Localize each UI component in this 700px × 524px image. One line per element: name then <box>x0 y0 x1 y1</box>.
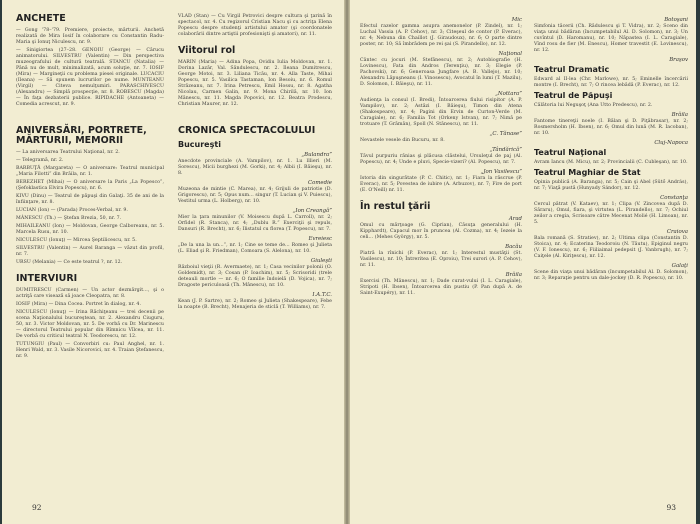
venue-label: I.A.T.C. <box>312 292 332 299</box>
spacer <box>178 110 332 126</box>
spacer <box>16 110 164 126</box>
index-entry: „De la una la un...”, nr. 1; Cine se teme de... Romeo şi Julieta (L. Eliad şi R. Friedman), Comoara (S. Alelona), nr. 10. <box>178 243 332 255</box>
index-entry: Omul cu mărţoage (G. Ciprian), Căsuţa generalului (H. Kipphardt), Capacul mor în pruncea (Al. Cozma), nr. 4; Iezeie la celi... (Mehes György), nr. 5. <box>360 223 522 241</box>
index-entry: Tăvul purpuriu rănias şi plăcusa clăstelui, Ursuleţul de paj (Al. Popescu), nr. 4; Unde e pluvi, Specie-vizeri? (Al. Popescu), nr. 7. <box>360 154 522 166</box>
venue-label: Mic <box>511 17 522 23</box>
venue-label: „Nottara” <box>495 91 522 98</box>
index-entry: Anecdote provinciale (A. Vampilov), nr. 1. Lu lllieri (M. Sorescu), Micii burghezi (M. Gorki), nr. 4; Albii (I. Băieşu), nr. 8. <box>178 159 332 177</box>
section-heading: ANCHETE <box>16 13 66 24</box>
index-entry: Istoria din singurătate (P. C. Chitic), nr. 1; Fiara la răscrue (P. Everac), nr. 5; Povestea de iubire (A. Arbuzov), nr. 7; Fire de port (E. O'Neill) nr. 11. <box>360 176 522 194</box>
section-heading: CRONICA SPECTACOLULUI <box>178 125 316 137</box>
section-subheading: Teatrul Naţional <box>534 148 607 158</box>
venue-label: Arad <box>508 216 522 223</box>
index-entry: DUMITRESCU (Carmen) — Un actor dezmărgit..., şi o actriţă care visează să joace Cleopatra, nr. 8. <box>16 288 164 300</box>
section-heading: În restul ţării <box>360 201 431 213</box>
index-entry: Mier la ţara minunilor (V. Moisescu după L. Carroll), nr. 2; Orfidel (R. Stanca), nr. 4; „Dublu R.” Exerciţii şi repuls, Dansuri (R. Brecht), nr. 6; Ilistatul cu florea (T. Popescu), nr. 7. <box>178 215 332 233</box>
venue-label: Brăila <box>671 112 688 119</box>
index-entry: MARIN (Maria) — Adina Popa, Ovidiu Iulia Moldovan, nr. 1. Dorina Lazăr, Val. Săndulescu, nr. 2. Ileana Dumitrescu, George Motoi, nr. 3. Liliana Ticău, nr. 4. Alla Taste, Mihai Popescu, nr. 5. Vasilica Tastaman, Ion Besoiu, nr. 6. Romul Străzeanu, nr. 7. Irina Petrescu, Emil Hossu, nr. 8. Agatha Nicolau, Carmen Galin, nr. 9. Mona Chirilă, nr. 10. Ion Mânescu, nr. 11. Magda Popovici, nr. 12. Beatra Prodescu, Christian Maurer, nr. 12. <box>178 60 332 108</box>
index-entry: MÂNESCU (Th.) — Ştefan Brezia, 50, nr. 7. <box>16 216 122 222</box>
page-number-right: 93 <box>666 503 676 512</box>
venue-label: Craiova <box>666 229 688 236</box>
index-entry: BEREZHET (Mihai) — O aniversare la Paris „La Popesco”, (Şefoklastica Elvira Popescu), nr. 6. <box>16 180 164 192</box>
index-entry: BARBUŢĂ (Margareta) — O aniversare: Teatrul municipal „Maria Filotti” din Brăila, nr. 1. <box>16 166 164 178</box>
index-entry: — Sinigiortea (27–28. GENOIU (George) — Cărucu animatorului. SILVESTRU (Valentin) — Din perspectiva muzeografului de cultură teatrală. STANCU (Natalia) — Până nu de mult, minimalizată, acum soluţie, nr. 7. IOSIF (Mira) — Margineţii cu problema piesei originale. LUCACIU (Ileana) — Să spunem lucrurilor pe nume. MUNTEANU (Virgil) — Citeva nemulţumiri. PARASCHIVESCU (Alexandru) — Simplă prospecţie, nr. 8. ROBESCU (Magda) — În faţa dezbaterii publice. RIPIDACHE (Antoaneta) — Comedia acrescut, nr. 9. <box>16 48 164 108</box>
book-spread <box>2 0 696 524</box>
left-column-2 <box>178 14 332 313</box>
section-heading: Viitorul rol <box>178 45 236 57</box>
right-column-1 <box>360 14 522 299</box>
index-entry: Călătoria lui Neguşoţ (Ana Utto Predescu), nr. 2. <box>534 103 653 109</box>
venue-label: Braşov <box>669 57 688 64</box>
venue-label: Giuleşti <box>310 258 332 265</box>
section-subheading: Teatrul de Păpuşi <box>534 91 613 101</box>
right-page <box>350 0 696 524</box>
right-column-2 <box>534 14 688 284</box>
venue-label: Naţional <box>498 51 522 58</box>
index-entry: Kean (J. P. Sartre), nr. 2; Romeo şi Julieta (Shakespeare), Febe la noapte (B. Brecht), Menajeria de sticlă (T. Williams), nr. 7. <box>178 299 332 311</box>
index-entry: KIVU (Dinu) — Teatrul de păpuşi din Galaţi. 35 de ani de la înfiinţare, nr. 8. <box>16 194 164 206</box>
index-entry: SILVESTRU (Valentin) — Aurel Baranga — văzut din profil, nr. 7. <box>16 246 164 258</box>
venue-label: Galaţi <box>671 263 688 270</box>
index-entry: Muzeona de mintie (C. Marea), nr. 4; Grijuli de patriotie (D. Grigorescu), nr. 5; Opus num... singur (T. Lucian şi V. Puiescu), Vestitul urma (L. Holberg), nr. 10. <box>178 187 332 205</box>
venue-label: Comedie <box>307 180 332 187</box>
index-entry: TUTUNGIU (Paul) — Convorbiri cu: Paul Anghel, nr. 1. Henri Wald, nr. 3. Vasile Nicorovici, nr. 4. Traian Ştefanescu, nr. 9. <box>16 342 164 360</box>
index-entry: VLAD (Stan) — Cu Virgil Petrovici despre cultura şi ţarină în spectacol, nr. 4. Cu regizorul Cristian Nacu şi cu actriţa Elena Popescu despre studenţi artistului amator (şi coordonatele colaborării dintre artiştii profesionişti şi amatori), nr. 11. <box>178 14 332 38</box>
index-entry: Bala romană (S. Stratiev), nr. 2; Ultima clipa (Constantin D. Stoica), nr. 4; Ecaterina Teodoroiu (N. Tăutu), Epiginul negru (V. F. Ionescu), nr. 6; Fiiliaimal pedepsit (J. Vanbrugh), nr. 7; Caiţele (Al. Kiriţescu), nr. 12. <box>534 236 688 260</box>
venue-label: „Ion Creangă” <box>292 208 332 215</box>
venue-label: „C. Tănase” <box>489 131 522 138</box>
index-entry: NICULESCU (Ionuţ) — Mircea Şeptilicescu, nr. 5. <box>16 238 137 244</box>
index-entry: Avram Iancu (M. Micu), nr. 2; Provincialii (C. Cubleşan), nr. 10. <box>534 160 688 166</box>
index-entry: Fantome tinereţii noele (I. Bălan şi D. Piţăbrasar), nr. 2; Rosmersholm (H. Ibsen), nr. 6; Omul din lună (M. R. Iacoban), nr. 10. <box>534 119 688 137</box>
index-entry: Exercisi (Th. Mânescu), nr. 1; Dade curat-vului (I. L. Caragiale), Stripoti (H. Ibsen), Întoarcerea din pustiu (P. Pan după A. de Saint-Exupéry), nr. 11. <box>360 279 522 297</box>
index-entry: Scene din viaţa unui bădăran (încumpetabilul Al. D. Solomon), nr. 3; Reparaţie pentru un dale-jockey (D. R. Popescu), nr. 10. <box>534 270 688 282</box>
index-entry: URSU (Melania) — Ce este teatrul ?, nr. 12. <box>16 260 123 266</box>
index-entry: — Telegramă, nr. 2. <box>16 158 64 164</box>
index-entry: Audienţa la consul (I. Bredi), Întoarcerea fiului risipitor (A. P. Vampilov), nr. 2; Astăzi (I. Băieşu), Timon din Atena (Shakespeare), nr. 4; Pagini din Ervin de Curton-Verde (M. Caragiale), nr. 6; Familia Tot (Orkeny Istvan), nr. 7; Nimă pe trotuare (T. Grămân), Spoll (N. Stănescu), nr. 11. <box>360 98 522 128</box>
venue-label: Constanţa <box>660 195 688 202</box>
left-page <box>2 0 344 524</box>
venue-label: „Tândărică” <box>489 147 522 154</box>
left-column-1 <box>16 14 164 363</box>
index-entry: Cântec cu jocuri (M. Stefănescu), nr. 2; Autobiografie (H. Lovinescu), Fata din Andros (Terenţiu), nr. 3; Elegie (P. Pachovski), nr. 6; Generoasa Jungfare (A. B. Vallejo), nr. 10; Alexandru Lăpuşneanu (I. Vinosescu), Avocatul în lumi (T. Mazilu), D. Solomon, I. Băieşu), nr. 11. <box>360 58 522 88</box>
index-entry: — Gong '78–'79. Premiere, proiecte, mărturii. Anchetă realizată de Mira Iosif în colaborare cu Constantin Radu-Maria şi Ionuţ Niculescu, nr. 9. <box>16 27 164 45</box>
venue-label: Brăila <box>505 272 522 279</box>
venue-label: Bacău <box>505 244 522 251</box>
index-entry: Nevastele vesele din Bucuru, nr. 8. <box>360 138 445 144</box>
section-subheading: Bucureşti <box>178 140 221 150</box>
venue-label: Cluj-Napoca <box>654 140 688 147</box>
section-heading: INTERVIURI <box>16 273 78 285</box>
section-subheading: Teatrul Maghiar de Stat <box>534 168 641 178</box>
index-entry: MIHAILEANU (Ion) — Moldovan, George Calboreanu, nr. 5. Marcela Rusu, nr. 10. <box>16 224 164 236</box>
index-entry: Edward al II-lea (Chr. Marlowe), nr. 5; Eminelle încercării montre (I. Brecht), nr. 7; O rincea lebădă (P. Everac), nr. 12. <box>534 77 688 89</box>
index-entry: LUCIAN (Ion) — (Parada) Proces-Verbal, nr. 9. <box>16 208 128 214</box>
index-entry: Efectul razelor gamma asupra anemonelor (P. Zindel), nr. 1; Luchal Vassia (A. P. Cehov), nr. 3; Citeşeul de contor (P. Everac), nr. 4; Nebuna din Chaillot (J. Giraudoux), nr. 6; O parte dintre poster, nr. 10; Să îmbrădem pe rei şai (S. Pirandello), nr. 12. <box>360 24 522 48</box>
venue-label: Evreiesc <box>308 236 332 243</box>
index-entry: NICULESCU (Ionuţ) — Irina Răchiţeanu — trei decenii pe scena Naţionalului bucureştean, nr. 2. Alexandru Ciuguru, 50, nr. 3. Victor Moldovan, nr. 5. De vorbă cu Dr. Marinescu — directorul Teatrului popular din Rîmnicu Vîlcea, nr. 11. De vorbă cu criticul teatral N. Teodorescu, nr. 12. <box>16 310 164 340</box>
index-entry: IOSIF (Mira) — Dina Cocea. Portret în dialog, nr. 4. <box>16 302 142 308</box>
venue-label: Botoşani <box>664 17 688 23</box>
venue-label: „Bulandra” <box>301 152 332 159</box>
venue-label: „Jon Vasilescu” <box>480 169 522 176</box>
index-entry: — La aniversarea Teatrului Naţional, nr. 2. <box>16 150 120 156</box>
index-entry: Războiul vieţii (R. Avermaete), nr. 1; Casa vecinilor polonii (O. Goldemidt), nr. 3; Cosan (P. Ioachim), nr. 5; Scrisoridi (trele deteauli mortle — nr. 6; O familie îndoielă (D. Vojica), nr. 7; Dragoste periculoasă (Th. Mânescu), nr. 10. <box>178 265 332 289</box>
index-entry: Cercul pătrat (V. Kataev), nr. 1; Clipa (V. Zincovea după D. Săraru), Omul, fiara, şi virtutea (L. Pirandello), nr. 7; Ochiul zeilor a cregia, Scrisoare către Mecenat Molié (H. Limoan), nr. 5. <box>534 202 688 226</box>
page-number-left: 92 <box>32 503 42 512</box>
section-subheading: Teatrul Dramatic <box>534 65 610 75</box>
section-heading: ANIVERSĂRI, PORTRETE, MĂRTURII, MEMORII <box>16 125 147 147</box>
index-entry: Opinia publică (A. Baranga), nr. 5; Cain şi Abel (Sütő András), nr. 7; Viaţă pustă (Hunyady Sándor), nr. 12. <box>534 180 688 192</box>
index-entry: Piatră la rînichi (P. Everac), nr. 1; Interestul mustăţii (St. Vasilescu), nr. 10; Întreritea (E. Oproiu), Trei surori (A. P. Cehov), nr. 11. <box>360 251 522 269</box>
index-entry: Simfonia tăcerii (Ch. Rădulescu şi T. Vidra), nr. 2; Sceno din viaţa unui bădăran (încumpetabilul Al. D. Solomon), nr. 3; Un cuvîntul (D. Haromanu), nr. 10; Năpastea (I. L. Caragiale), Vînd rosu de fier (M. Enescu), Homer travestit (E. Lovinescu), nr. 12. <box>534 24 688 54</box>
